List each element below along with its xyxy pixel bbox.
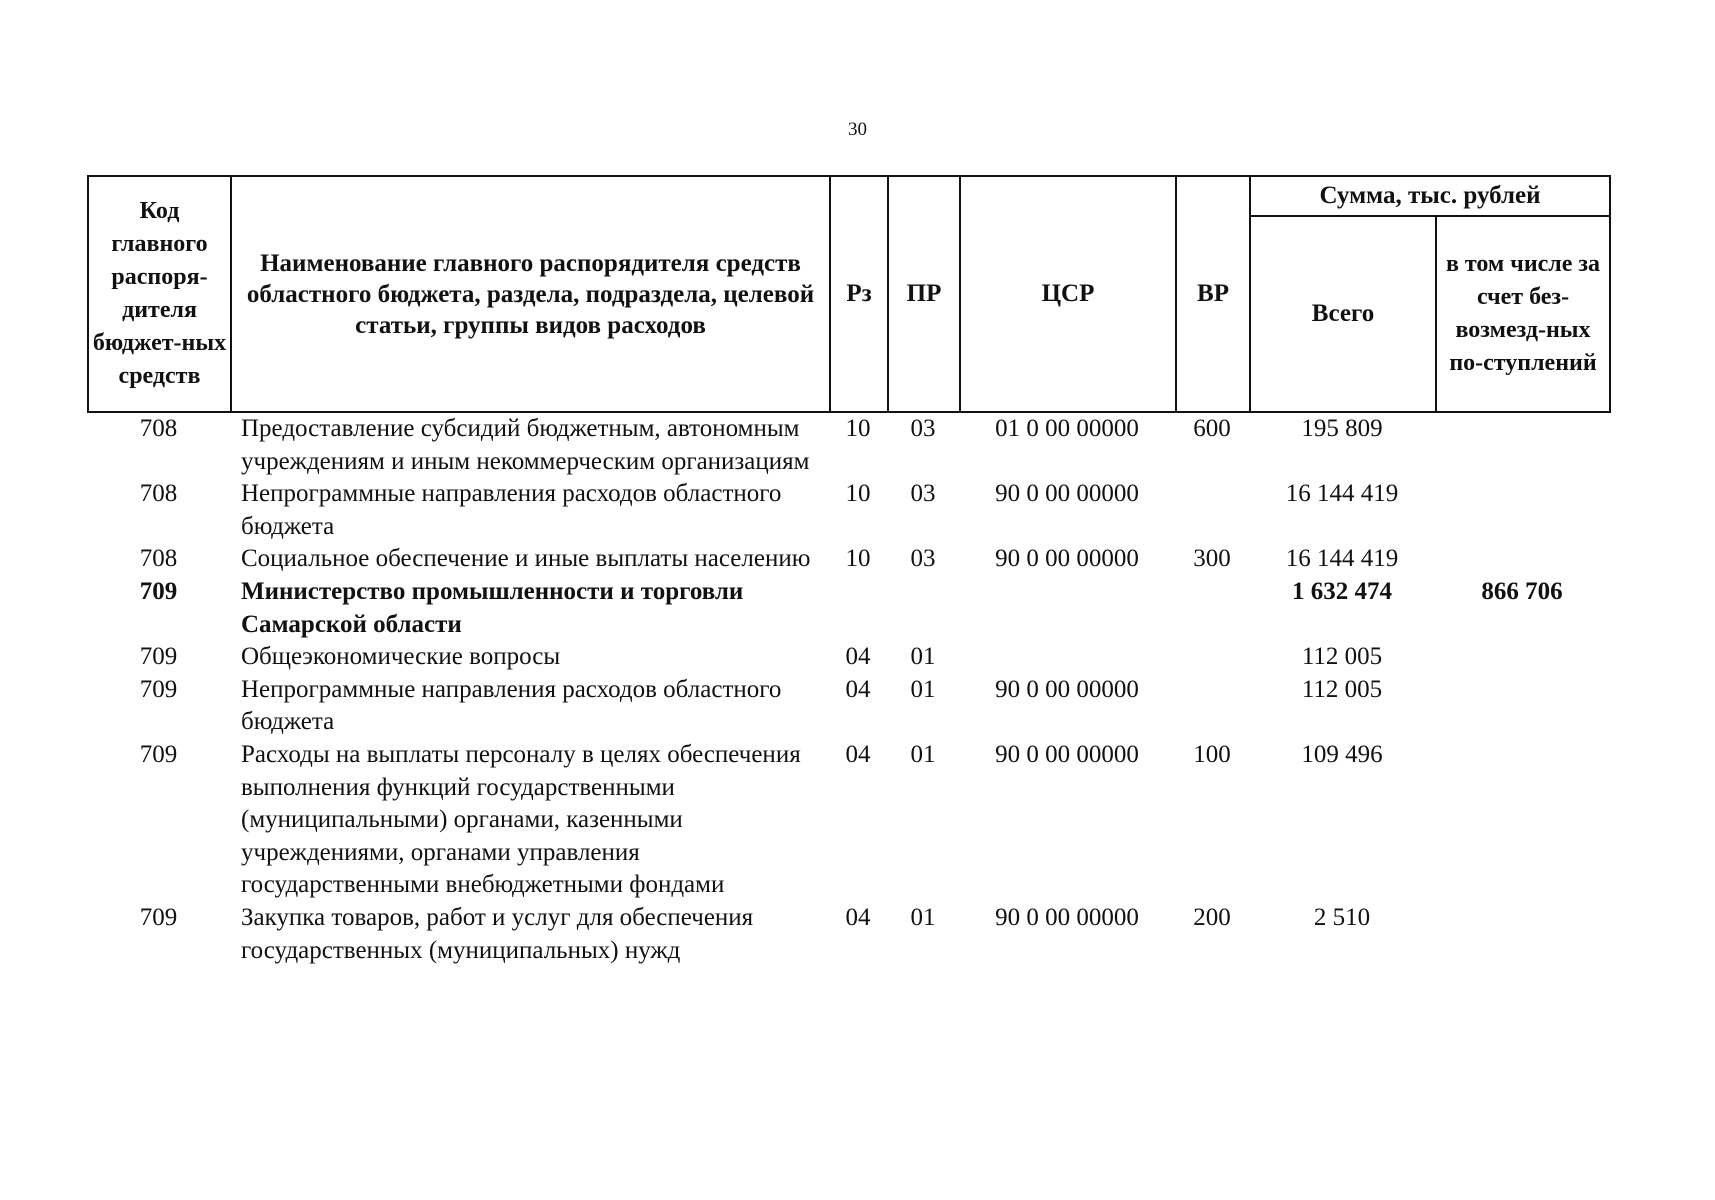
cell-name: Социальное обеспечение и иные выплаты населению <box>241 545 811 573</box>
table-row <box>87 641 1609 674</box>
cell-csr: 90 0 00 00000 <box>995 903 1139 931</box>
cell-name: Закупка товаров, работ и услуг для обеспечения государственных (муниципальных) нужд <box>241 903 754 964</box>
cell-name: Расходы на выплаты персоналу в целях обеспечения выполнения функций государственными (муниципальными) органами, казенными учреждениями, органами управления государственными внебюджетными фондами <box>241 740 801 899</box>
cell-code: 709 <box>139 740 178 768</box>
cell-total: 112 005 <box>1301 643 1383 671</box>
table-row <box>87 674 1609 739</box>
cell-vr <box>1175 478 1249 543</box>
cell-code: 709 <box>139 643 178 671</box>
table-row-ministry <box>87 576 1609 641</box>
cell-rz <box>829 576 887 641</box>
cell-rz: 04 <box>845 643 871 671</box>
header-code: Код главного распоря-дителя бюджет-ных средств <box>88 176 231 412</box>
cell-pr: 03 <box>910 480 936 508</box>
table-row <box>87 413 1609 478</box>
cell-vr <box>1175 641 1249 674</box>
cell-total: 2 510 <box>1313 903 1371 931</box>
cell-total: 16 144 419 <box>1285 545 1399 573</box>
header-pr: ПР <box>888 176 960 412</box>
cell-csr: 90 0 00 00000 <box>995 545 1139 573</box>
table-row <box>87 478 1609 543</box>
cell-vr <box>1175 674 1249 739</box>
cell-incl <box>1435 543 1609 576</box>
cell-incl <box>1435 674 1609 739</box>
cell-code: 708 <box>139 545 178 573</box>
cell-pr: 03 <box>910 415 936 442</box>
cell-csr: 90 0 00 00000 <box>995 480 1139 508</box>
cell-pr: 01 <box>910 903 936 931</box>
header-total: Всего <box>1250 216 1436 412</box>
cell-name: Непрограммные направления расходов областного бюджета <box>241 675 782 736</box>
cell-name: Предоставление субсидий бюджетным, автономным учреждениям и иным некоммерческим организациям <box>241 415 810 475</box>
cell-pr: 01 <box>910 740 936 768</box>
cell-rz: 10 <box>845 480 871 508</box>
header-incl: в том числе за счет без-возмезд-ных по-ступлений <box>1436 216 1610 412</box>
cell-code: 709 <box>139 903 178 931</box>
cell-total: 109 496 <box>1301 740 1383 768</box>
cell-total: 1 632 474 <box>1292 577 1392 605</box>
cell-code: 708 <box>139 480 178 508</box>
cell-csr: 90 0 00 00000 <box>995 740 1139 768</box>
cell-vr: 300 <box>1193 545 1231 573</box>
cell-name: Непрограммные направления расходов областного бюджета <box>241 480 782 540</box>
cell-rz: 04 <box>845 675 871 703</box>
cell-total: 16 144 419 <box>1285 480 1399 508</box>
page-number: 30 <box>848 119 867 140</box>
cell-total: 195 809 <box>1301 415 1383 442</box>
cell-incl <box>1435 478 1609 543</box>
cell-incl <box>1435 902 1609 967</box>
header-vr: ВР <box>1176 176 1250 412</box>
cell-pr: 03 <box>910 545 936 573</box>
cell-incl <box>1435 739 1609 902</box>
header-csr: ЦСР <box>960 176 1176 412</box>
cell-csr: 90 0 00 00000 <box>995 675 1139 703</box>
cell-incl <box>1435 641 1609 674</box>
cell-csr: 01 0 00 00000 <box>995 415 1139 442</box>
cell-incl <box>1435 413 1609 478</box>
cell-code: 709 <box>139 675 178 703</box>
cell-rz: 04 <box>845 740 871 768</box>
cell-name: Министерство промышленности и торговли Самарской области <box>241 577 744 638</box>
cell-code: 709 <box>139 577 178 605</box>
cell-vr: 600 <box>1193 415 1231 442</box>
cell-rz: 10 <box>845 415 871 442</box>
table-body <box>87 413 1609 967</box>
header-name: Наименование главного распорядителя средств областного бюджета, раздела, подраздела, целевой статьи, группы видов расходов <box>231 176 830 412</box>
header-sum-group: Сумма, тыс. рублей <box>1250 176 1610 216</box>
cell-pr: 01 <box>910 643 936 671</box>
table-row <box>87 543 1609 576</box>
cell-rz: 04 <box>845 903 871 931</box>
cell-csr <box>959 641 1175 674</box>
cell-pr: 01 <box>910 675 936 703</box>
cell-rz: 10 <box>845 545 871 573</box>
header-rz: Рз <box>830 176 888 412</box>
table-row <box>87 739 1609 902</box>
cell-incl: 866 706 <box>1481 577 1563 605</box>
cell-vr: 100 <box>1193 740 1231 768</box>
cell-pr <box>887 576 959 641</box>
cell-code: 708 <box>139 415 178 442</box>
cell-vr <box>1175 576 1249 641</box>
table-row <box>87 902 1609 967</box>
cell-vr: 200 <box>1193 903 1231 931</box>
cell-csr <box>959 576 1175 641</box>
table-header <box>87 175 1611 413</box>
cell-total: 112 005 <box>1301 675 1383 703</box>
cell-name: Общеэкономические вопросы <box>241 643 561 671</box>
